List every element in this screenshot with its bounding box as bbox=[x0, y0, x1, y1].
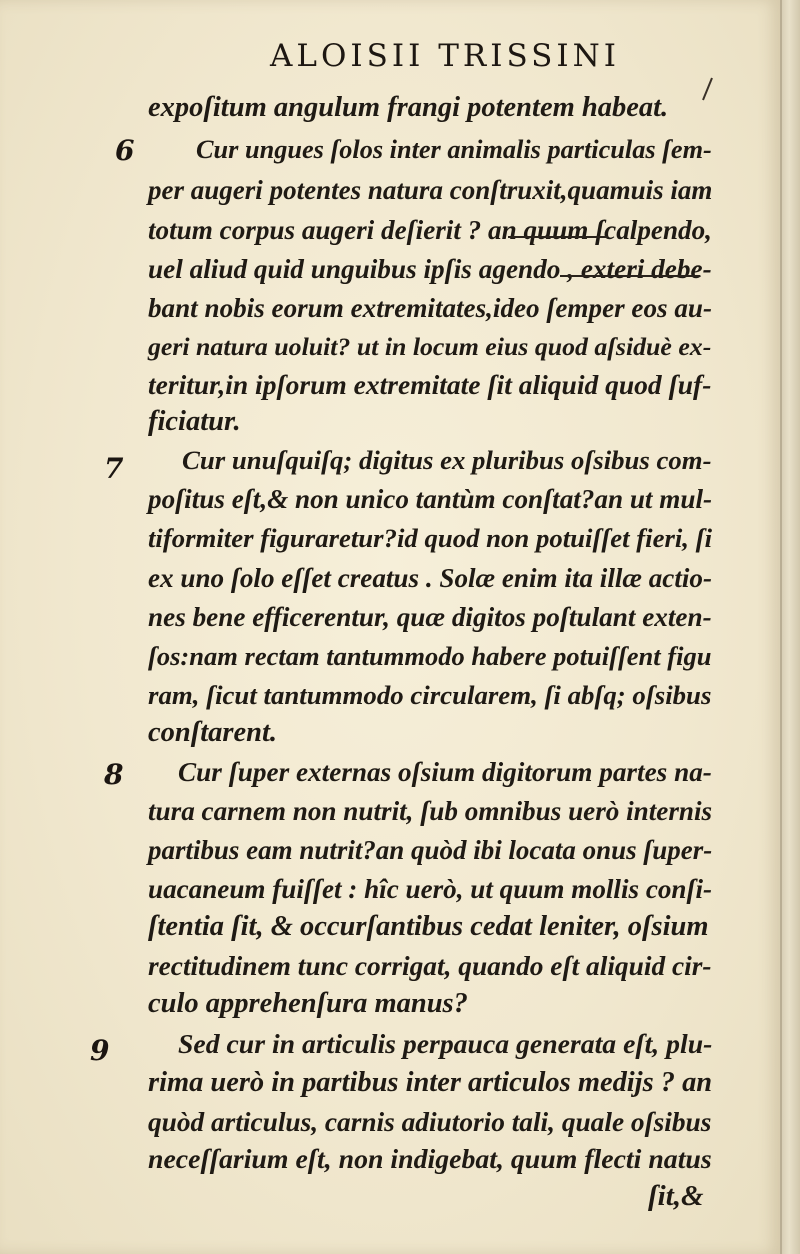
section-number: 6 bbox=[115, 134, 135, 167]
text-line: ram, ſicut tantummodo circularem, ſi abſq; oſsibus bbox=[148, 680, 712, 710]
text-line: rectitudinem tunc corrigat, quando eſt aliquid cir- bbox=[148, 951, 712, 981]
text-line: poſitus eſt,& non unico tantùm conſtat?an ut mul- bbox=[148, 484, 713, 514]
running-head: ALOISII TRISSINI bbox=[270, 38, 621, 74]
text-line: geri natura uoluit? ut in locum eius quod aſsiduè ex- bbox=[148, 332, 712, 361]
text-line: Cur ungues ſolos inter animalis particulas ſem- bbox=[196, 135, 712, 164]
text-line: totum corpus augeri deſierit ? an quum ſcalpendo, bbox=[148, 215, 712, 245]
text-line: Cur ſuper externas oſsium digitorum partes na- bbox=[178, 757, 712, 787]
text-line: tura carnem non nutrit, ſub omnibus uerò internis bbox=[148, 796, 713, 826]
text-line: uacaneum fuiſſet : hîc uerò, ut quum mollis conſi- bbox=[148, 874, 713, 904]
text-line: neceſſarium eſt, non indigebat, quum flecti natus bbox=[148, 1144, 712, 1175]
text-line: ſos:nam rectam tantummodo habere potuiſſent figu bbox=[148, 641, 712, 671]
text-line: Cur unuſquiſq; digitus ex pluribus oſsibus com- bbox=[182, 445, 712, 475]
text-line: culo apprehenſura manus? bbox=[148, 988, 468, 1019]
text-line: Sed cur in articulis perpauca generata eſt, plu- bbox=[178, 1028, 713, 1059]
section-number: 8 bbox=[104, 758, 124, 791]
text-line: quòd articulus, carnis adiutorio tali, quale oſsibus bbox=[148, 1107, 712, 1137]
text-line: per augeri potentes natura conſtruxit,quamuis iam bbox=[148, 175, 713, 205]
text-line: teritur,in ipſorum extremitate ſit aliquid quod ſuf- bbox=[148, 369, 712, 400]
text-line: expoſitum angulum frangi potentem habeat. bbox=[148, 92, 669, 123]
section-number: 9 bbox=[90, 1034, 110, 1067]
text-line: uel aliud quid unguibus ipſis agendo , exteri debe- bbox=[148, 254, 712, 284]
section-number: 7 bbox=[104, 452, 124, 485]
text-line: nes bene efficerentur, quæ digitos poſtulant exten- bbox=[148, 602, 712, 632]
pen-stroke-mark bbox=[703, 78, 712, 100]
text-line: partibus eam nutrit?an quòd ibi locata onus ſuper- bbox=[148, 835, 713, 865]
text-line: ſtentia ſit, & occurſantibus cedat leniter, oſsium bbox=[148, 911, 709, 942]
catchword: ſit,& bbox=[648, 1180, 704, 1212]
text-line: rima uerò in partibus inter articulos medijs ? an bbox=[148, 1067, 713, 1098]
text-line: ex uno ſolo eſſet creatus . Solæ enim ita illæ actio- bbox=[148, 563, 712, 593]
text-line: bant nobis eorum extremitates,ideo ſemper eos au- bbox=[148, 293, 713, 323]
text-line: ficiatur. bbox=[148, 406, 241, 437]
text-line: tiformiter figuraretur?id quod non potuiſſet fieri, ſi bbox=[148, 523, 713, 553]
text-line: conſtarent. bbox=[148, 717, 278, 748]
